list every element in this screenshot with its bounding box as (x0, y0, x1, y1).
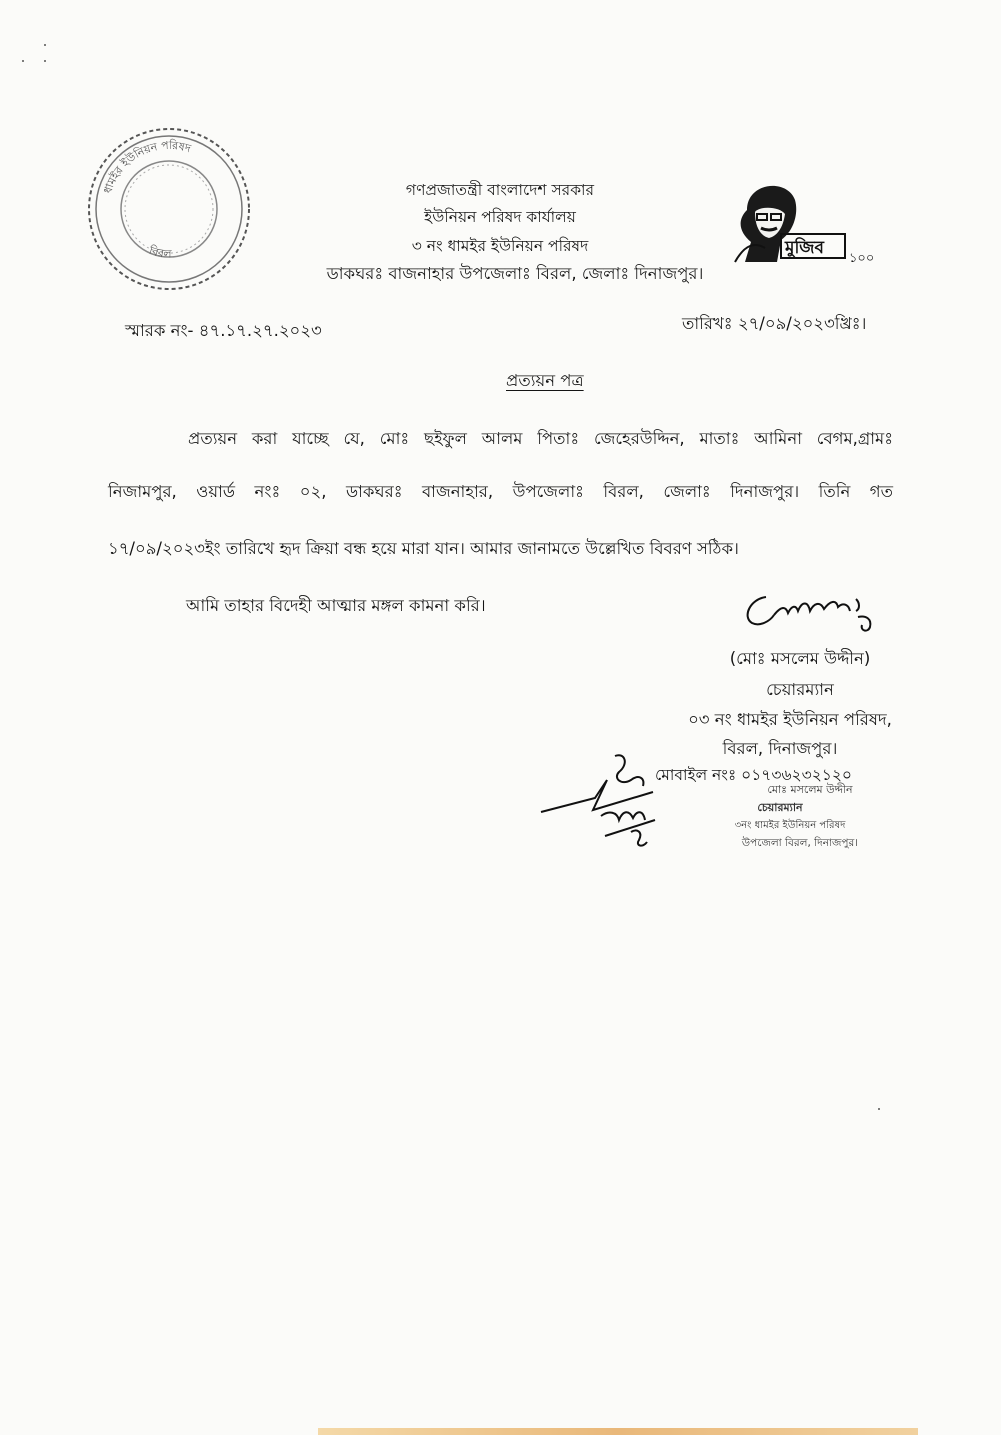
round-seal (84, 124, 254, 294)
header-line-1: গণপ্রজাতন্ত্রী বাংলাদেশ সরকার (405, 181, 595, 199)
page-bottom-edge (318, 1428, 918, 1435)
header-line-4: ডাকঘরঃ বাজনাহার উপজেলাঃ বিরল, জেলাঃ দিনাজপুর। (326, 264, 704, 283)
header-line-2: ইউনিয়ন পরিষদ কার্যালয় (424, 208, 576, 226)
portrait-icon (725, 170, 885, 268)
seal-bottom-text: বিরল (147, 244, 172, 261)
page-title: প্রত্যয়ন পত্র (506, 371, 584, 390)
svg-text:বিরল (146, 244, 172, 261)
stamp-line-2: চেয়ারম্যান (757, 801, 803, 814)
seal-top-text: ধামইর ইউনিয়ন পরিষদ (101, 138, 193, 196)
signature-graphic (738, 583, 898, 643)
seal-graphic (84, 124, 254, 294)
body-line-4: আমি তাহার বিদেহী আত্মার মঙ্গল কামনা করি। (186, 596, 486, 615)
signatory-name: (মোঃ মসলেম উদ্দীন) (729, 649, 871, 668)
body-line-3: ১৭/০৯/২০২৩ইং তারিখে হৃদ ক্রিয়া বন্ধ হয়ে মারা যান। আমার জানামতে উল্লেখিত বিবরণ সঠিক। (108, 539, 739, 558)
body-line-2: নিজামপুর, ওয়ার্ড নংঃ ০২, ডাকঘরঃ বাজনাহার, উপজেলাঃ বিরল, জেলাঃ দিনাজপুর। তিনি গত (108, 482, 893, 501)
stamp-signature (535, 750, 675, 850)
stamp-line-4: উপজেলা বিরল, দিনাজপুর। (741, 837, 859, 849)
stamp-line-3: ৩নং ধামইর ইউনিয়ন পরিষদ (734, 820, 846, 831)
signatory-designation: চেয়ারম্যান (766, 680, 834, 699)
stamp-signature-graphic (535, 750, 675, 850)
logo-text: মুজিব (785, 238, 824, 258)
header-line-3: ৩ নং ধামইর ইউনিয়ন পরিষদ (411, 237, 589, 255)
issue-date: তারিখঃ ২৭/০৯/২০২৩খ্রিঃ। (682, 314, 867, 333)
portrait-logo (725, 170, 885, 268)
signatory-office: ০৩ নং ধামইর ইউনিয়ন পরিষদ, (688, 710, 892, 729)
memo-number: স্মারক নং- ৪৭.১৭.২৭.২০২৩ (125, 321, 322, 340)
logo-sub: ১০০ (849, 251, 875, 266)
stamp-line-1: মোঃ মসলেম উদ্দীন (767, 783, 853, 796)
signatory-mobile: মোবাইল নংঃ ০১৭৩৬২৩২১২০ (655, 766, 852, 784)
body-line-1: প্রত্যয়ন করা যাচ্ছে যে, মোঃ ছইফুল আলম পিতাঃ জেহেরউদ্দিন, মাতাঃ আমিনা বেগম,গ্রামঃ (188, 429, 893, 448)
signatory-location: বিরল, দিনাজপুর। (722, 739, 838, 758)
chairman-signature (738, 583, 898, 643)
